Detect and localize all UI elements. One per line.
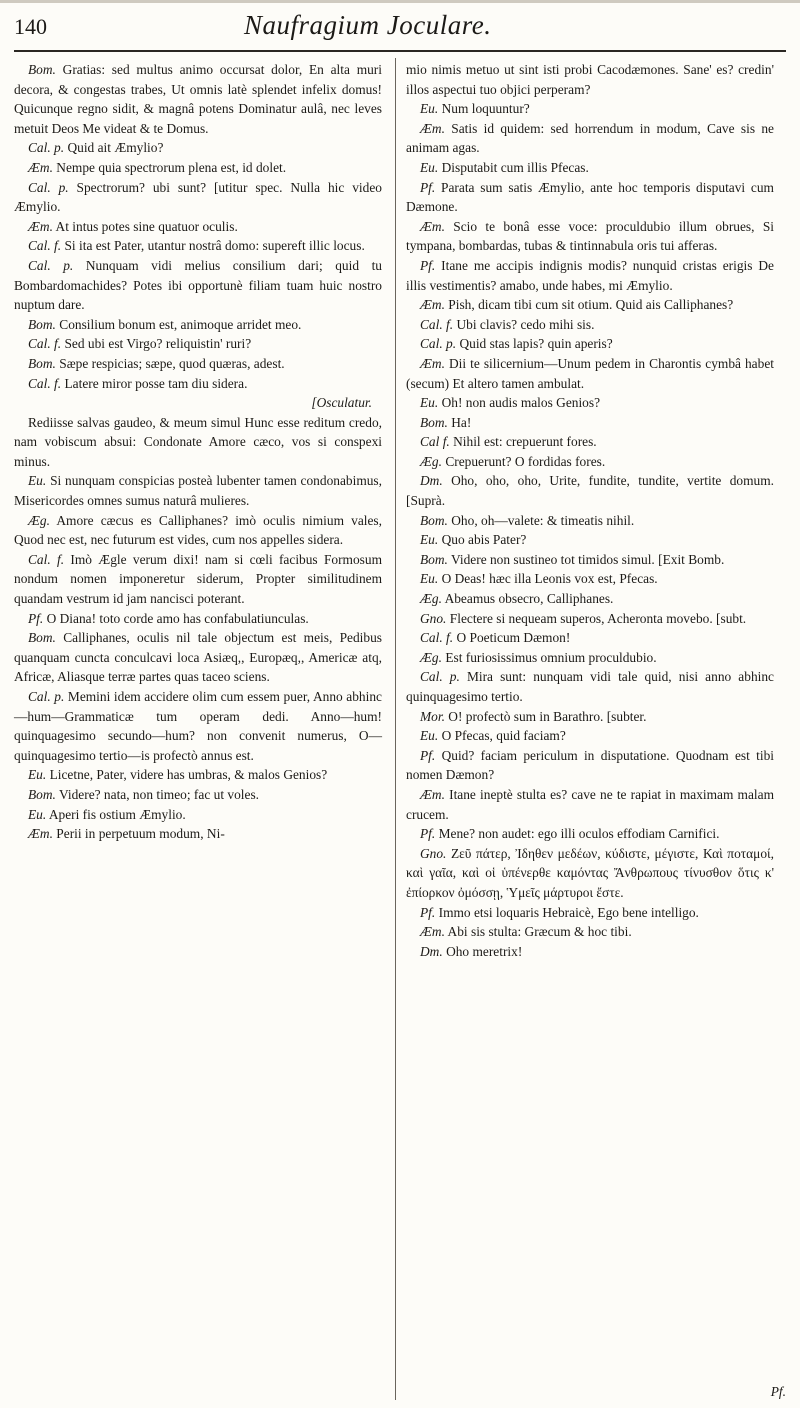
line-text: Abi sis stulta: Græcum & hoc tibi. — [447, 924, 632, 940]
dialogue-line — [14, 413, 382, 472]
running-title: Naufragium Joculare. — [244, 10, 492, 40]
dialogue-line — [406, 315, 774, 335]
line-text: O Poeticum Dæmon! — [456, 630, 571, 646]
speaker-label: Eu. — [28, 806, 47, 822]
line-text: Mira sunt: nunquam vidi tale quid, nisi anno abhinc quinquagesimo tertio. — [406, 669, 774, 704]
line-text: Sæpe respicias; sæpe, quod quæras, adest. — [59, 355, 285, 371]
dialogue-line — [14, 374, 382, 394]
dialogue-line — [406, 158, 774, 178]
line-text: Aperi fis ostium Æmylio. — [48, 806, 186, 822]
line-text: Num loquuntur? — [441, 101, 530, 117]
dialogue-line — [14, 628, 382, 687]
line-text: Itane ineptè stulta es? cave ne te rapiat in maximam malam crucem. — [406, 786, 774, 822]
dialogue-line — [406, 746, 774, 785]
dialogue-line — [406, 217, 774, 256]
speaker-label: Dm. — [420, 943, 443, 959]
speaker-label: Bom. — [420, 551, 448, 567]
dialogue-line — [14, 687, 382, 765]
dialogue-line — [14, 765, 382, 785]
speaker-label: Bom. — [28, 62, 56, 77]
line-text: Disputabit cum illis Pfecas. — [441, 159, 589, 175]
line-text: Quid ait Æmylio? — [67, 140, 164, 156]
line-text: Gratias: sed multus animo occursat dolor, En alta muri decora, & congestas trabes, Ut omnis latè splendet infelix domus! Quicunque regno sidit, & magnâ potens Dominatur aulâ, nec leves metuit Deos Me videat & te Domus. — [14, 62, 382, 136]
speaker-label: Cal. f. — [420, 630, 454, 646]
line-text: Ζεῦ πάτερ, Ἰδηθεν μεδέων, κύδιστε, μέγιστε, Καὶ ποταμοί, καὶ γαῖα, καὶ οἱ ὑπένερθε καμόντας Ἄνθρωπους τίνυσθον ὅτις κ' ἐπίορκον ὀμόσσῃ, Ὑμεῖς μάρτυροι ἔστε. — [406, 845, 774, 900]
line-text: Quid? faciam periculum in disputatione. Quodnam est tibi nomen Dæmon? — [406, 747, 774, 783]
speaker-label: Eu. — [28, 767, 47, 783]
line-text: Est furiosissimus omnium proculdubio. — [445, 649, 657, 665]
line-text: Si ita est Pater, utantur nostrâ domo: supereft illic locus. — [64, 238, 365, 254]
speaker-label: Cal. f. — [420, 316, 454, 332]
dialogue-line — [14, 609, 382, 629]
dialogue-line — [406, 609, 774, 629]
dialogue-line — [406, 511, 774, 531]
dialogue-line — [14, 178, 382, 217]
dialogue-line — [14, 334, 382, 354]
speaker-label: Pf. — [420, 747, 436, 763]
speaker-label: Æg. — [28, 512, 50, 528]
speaker-label: Mor. — [420, 708, 445, 724]
speaker-label: Bom. — [28, 355, 56, 371]
line-text: Perii in perpetuum modum, Ni- — [56, 826, 225, 842]
speaker-label: Æm. — [420, 355, 445, 371]
dialogue-line — [14, 805, 382, 825]
line-text: Quid stas lapis? quin aperis? — [459, 336, 613, 352]
speaker-label: Cal. f. — [28, 551, 65, 567]
speaker-label: Æm. — [28, 826, 53, 842]
speaker-label: Cal. f. — [28, 238, 62, 254]
speaker-label: Bom. — [28, 316, 56, 332]
speaker-label: Dm. — [420, 473, 443, 489]
speaker-label: Æg. — [420, 649, 442, 665]
speaker-label: Æm. — [420, 218, 445, 234]
speaker-label: Æg. — [420, 591, 442, 607]
line-text: Itane me accipis indignis modis? nunquid cristas erigis De illis vestimentis? amabo, unde habes, mi Æmylio. — [406, 257, 774, 293]
speaker-label: Cal. p. — [420, 336, 457, 352]
column-divider — [395, 58, 396, 1400]
speaker-label: Eu. — [28, 473, 47, 489]
line-text: Calliphanes, oculis nil tale objectum est meis, Pedibus quanquam cuncta conculcavi loca Asiæq,, Europæq,, Americæ atq, Africæ, Aliasque terræ partes quas taceo sciens. — [14, 630, 382, 685]
dialogue-line — [406, 530, 774, 550]
page-header — [14, 8, 786, 48]
line-text: Pish, dicam tibi cum sit otium. Quid ais Calliphanes? — [448, 297, 734, 313]
page-number: 140 — [14, 14, 47, 39]
line-text: Spectrorum? ubi sunt? [utitur spec. Nulla hic video Æmylio. — [14, 179, 382, 215]
dialogue-line — [14, 785, 382, 805]
dialogue-line — [406, 119, 774, 158]
speaker-label: Eu. — [420, 101, 439, 117]
line-text: Imò Ægle verum dixi! nam si cœli facibus Formosum nondum nomen imponeretur siderum, Propter similitudinem quandam vestrum id jam nancisci poterant. — [14, 551, 382, 607]
speaker-label: Eu. — [420, 728, 439, 744]
line-text: Crepuerunt? O fordidas fores. — [445, 453, 606, 469]
dialogue-line — [406, 432, 774, 452]
dialogue-line — [406, 726, 774, 746]
dialogue-line — [406, 785, 774, 824]
line-text: Oho, oh—valete: & timeatis nihil. — [451, 512, 635, 528]
line-text: Abeamus obsecro, Calliphanes. — [444, 591, 614, 607]
speaker-label: Eu. — [420, 571, 439, 587]
speaker-label: Gno. — [420, 610, 447, 626]
dialogue-line — [14, 824, 382, 844]
stage-direction — [14, 393, 382, 413]
dialogue-line — [14, 138, 382, 158]
speaker-label: Pf. — [420, 257, 436, 273]
speaker-label: Cal. f. — [28, 375, 62, 391]
dialogue-line — [406, 844, 774, 903]
line-text: Quo abis Pater? — [441, 532, 527, 548]
speaker-label: Cal f. — [420, 434, 450, 450]
line-text: Videre non sustineo tot timidos simul. [Exit Bomb. — [451, 551, 725, 567]
speaker-label: Bom. — [28, 630, 56, 646]
line-text: Oho meretrix! — [446, 943, 523, 959]
dialogue-line — [406, 256, 774, 295]
line-text: Ha! — [451, 414, 472, 430]
dialogue-line — [14, 60, 382, 138]
line-text: Parata sum satis Æmylio, ante hoc temporis disputavi cum Dæmone. — [406, 179, 774, 215]
speaker-label: Æm. — [420, 120, 445, 136]
dialogue-line — [406, 922, 774, 942]
dialogue-line — [406, 334, 774, 354]
speaker-label: Pf. — [28, 610, 44, 626]
line-text: Rediisse salvas gaudeo, & meum simul Hunc esse reditum credo, nam vobiscum absui: Condonate Amore cæco, vos si conspexi minus. — [14, 414, 382, 469]
speaker-label: Æm. — [28, 218, 53, 234]
speaker-label: Cal. p. — [28, 689, 65, 704]
line-text: Ubi clavis? cedo mihi sis. — [456, 316, 595, 332]
dialogue-line — [406, 628, 774, 648]
dialogue-line — [406, 295, 774, 315]
line-text: Consilium bonum est, animoque arridet meo. — [59, 316, 302, 332]
speaker-label: Cal. p. — [28, 257, 74, 273]
speaker-label: Cal. p. — [28, 179, 69, 195]
speaker-label: Eu. — [420, 532, 439, 548]
speaker-label: Cal. f. — [28, 336, 62, 352]
dialogue-line — [406, 648, 774, 668]
dialogue-line — [406, 550, 774, 570]
line-text: Satis id quidem: sed horrendum in modum, Cave sis ne animam agas. — [406, 120, 774, 156]
speaker-label: Æg. — [420, 453, 442, 469]
line-text: Latere miror posse tam diu sidera. — [64, 375, 248, 391]
line-text: Licetne, Pater, videre has umbras, & malos Genios? — [49, 767, 328, 783]
speaker-label: Æm. — [420, 786, 445, 802]
line-text: O Pfecas, quid faciam? — [441, 728, 566, 744]
dialogue-line — [406, 903, 774, 923]
line-text: Nihil est: crepuerunt fores. — [453, 434, 597, 450]
line-text: Videre? nata, non timeo; fac ut voles. — [59, 786, 259, 802]
line-text: Si nunquam conspicias posteà lubenter tamen condonabimus, Misericordes omnes sumus naturâ mulieres. — [14, 473, 382, 509]
dialogue-line — [14, 256, 382, 315]
dialogue-line — [406, 99, 774, 119]
line-text: At intus potes sine quatuor oculis. — [55, 218, 238, 234]
dialogue-line — [406, 393, 774, 413]
speaker-label: Æm. — [420, 297, 445, 313]
speaker-label: Bom. — [28, 786, 56, 802]
dialogue-line — [406, 824, 774, 844]
line-text: Sed ubi est Virgo? reliquistin' ruri? — [64, 336, 252, 352]
dialogue-line — [14, 471, 382, 510]
dialogue-line — [14, 158, 382, 178]
header-rule — [14, 50, 786, 52]
line-text: Flectere si nequeam superos, Acheronta movebo. [subt. — [449, 610, 747, 626]
dialogue-line — [14, 217, 382, 237]
speaker-label: Bom. — [420, 512, 448, 528]
line-text: mio nimis metuo ut sint isti probi Cacodæmones. Sane' es? credin' illos aspectui tuo objici perperam? — [406, 62, 774, 97]
line-text: Immo etsi loquaris Hebraicè, Ego bene intelligo. — [438, 904, 699, 920]
catchword: Pf. — [770, 1384, 786, 1399]
line-text: Oho, oho, oho, Urite, fundite, tundite, vertite domum. [Suprà. — [406, 473, 774, 509]
top-border — [0, 0, 800, 3]
dialogue-line — [14, 354, 382, 374]
line-text: Amore cæcus es Calliphanes? imò oculis nimium vales, Quod nec est, nec futurum est vides, cum nos appelles sidera. — [14, 512, 382, 548]
line-text: O Diana! toto corde amo has confabulatiunculas. — [46, 610, 309, 626]
dialogue-line — [406, 413, 774, 433]
speaker-label: Pf. — [420, 826, 436, 842]
dialogue-line — [406, 589, 774, 609]
line-text: Memini idem accidere olim cum essem puer, Anno abhinc—hum—Grammaticæ tum operam dedi. Anno—hum! quinquagesimo secundo—hum? non convenit numerus, O—quinquagesimo tertio—is profectò annus est. — [14, 689, 382, 763]
speaker-label: Eu. — [420, 395, 439, 411]
dialogue-line — [406, 178, 774, 217]
speaker-label: Æm. — [28, 159, 53, 175]
line-text: Mene? non audet: ego illi oculos effodiam Carnifici. — [438, 826, 720, 842]
speaker-label: Bom. — [420, 414, 448, 430]
line-text: Scio te bonâ esse voce: proculdubio illum obrues, Si tympana, bombardas, tubas & tintinnabula oris tui afferas. — [406, 218, 774, 254]
dialogue-line — [406, 60, 774, 99]
dialogue-line — [406, 452, 774, 472]
dialogue-line — [406, 942, 774, 962]
speaker-label: Gno. — [420, 845, 447, 861]
dialogue-line — [14, 315, 382, 335]
dialogue-line — [14, 511, 382, 550]
line-text: [Osculatur. — [311, 395, 372, 411]
dialogue-line — [406, 354, 774, 393]
speaker-label: Pf. — [420, 904, 436, 920]
speaker-label: Cal. p. — [420, 669, 460, 685]
speaker-label: Cal. p. — [28, 140, 65, 156]
dialogue-line — [406, 471, 774, 510]
dialogue-line — [14, 550, 382, 609]
left-column — [14, 60, 382, 844]
line-text: Nempe quia spectrorum plena est, id dolet. — [56, 159, 287, 175]
speaker-label: Æm. — [420, 924, 445, 940]
dialogue-line — [14, 236, 382, 256]
dialogue-line — [406, 569, 774, 589]
line-text: Nunquam vidi melius consilium dari; quid tu Bombardomachides? Potes ibi opportunè filiam tuam huic nostro nuptum dare. — [14, 257, 382, 313]
line-text: O! profectò sum in Barathro. [subter. — [448, 708, 647, 724]
line-text: Dii te silicernium—Unum pedem in Charontis cymbâ habet (secum) Et altero tamen ambulat. — [406, 355, 774, 391]
dialogue-line — [406, 667, 774, 706]
line-text: O Deas! hæc illa Leonis vox est, Pfecas. — [441, 571, 658, 587]
right-column — [406, 60, 774, 961]
speaker-label: Pf. — [420, 179, 436, 195]
line-text: Oh! non audis malos Genios? — [441, 395, 601, 411]
dialogue-line — [406, 707, 774, 727]
speaker-label: Eu. — [420, 159, 439, 175]
